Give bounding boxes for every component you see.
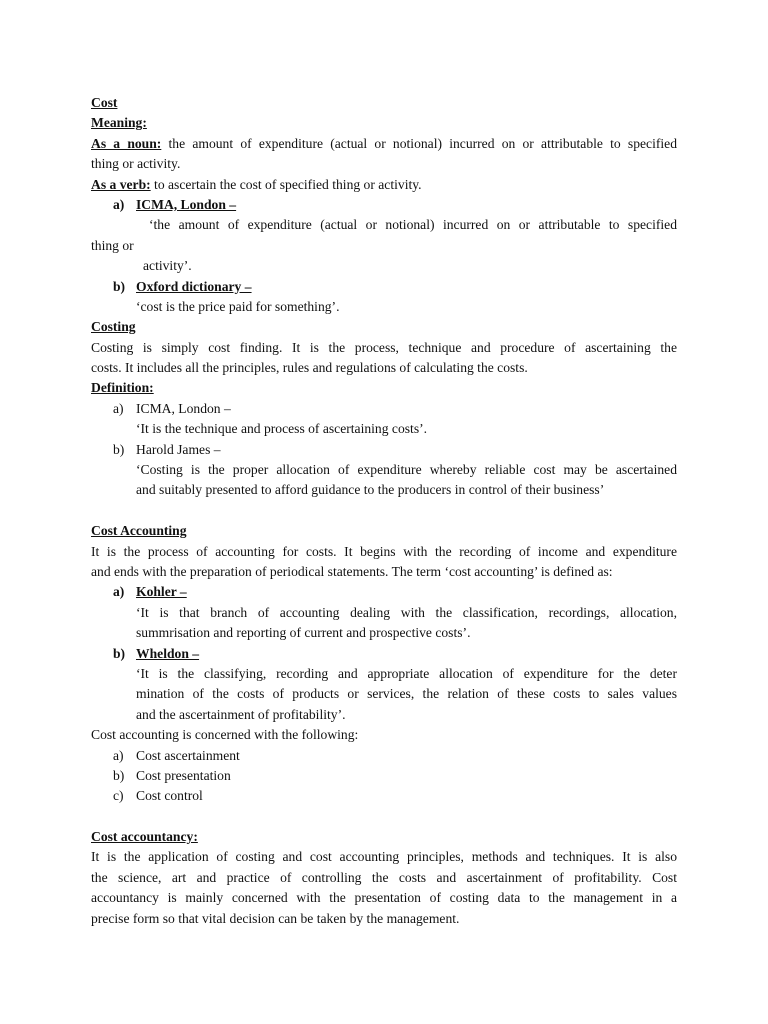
cost-b-quote: ‘cost is the price paid for something’. xyxy=(136,298,340,314)
cost-accountancy-paragraph-line: accountancy is mainly concerned with the presentation of costing data to the management in a xyxy=(91,890,677,906)
wheldon-quote: ‘It is the classifying, recording and appropriate allocation of expenditure for the deter xyxy=(136,665,677,681)
item-marker: a) xyxy=(113,747,124,763)
spacer xyxy=(91,807,677,827)
item-marker: b) xyxy=(113,278,126,294)
item-title: Wheldon – xyxy=(136,645,200,661)
concern-item xyxy=(91,746,677,766)
cost-accounting-paragraph-line: and ends with the preparation of periodical statements. The term ‘cost accounting’ is defined as: xyxy=(91,563,613,579)
item-marker: c) xyxy=(113,788,124,804)
noun-text: the amount of expenditure (actual or notional) incurred on or attributable to specified xyxy=(161,135,677,151)
costing-item-a xyxy=(91,399,677,419)
verb-label: As a verb: xyxy=(91,176,151,192)
concern-item xyxy=(91,766,677,786)
cost-heading: Cost xyxy=(91,95,118,110)
cost-accounting-heading: Cost Accounting xyxy=(91,523,187,539)
item-title: Kohler – xyxy=(136,584,187,600)
cost-accountancy-heading-line xyxy=(91,827,677,847)
item-text: Cost control xyxy=(136,788,203,804)
concern-item xyxy=(91,786,677,806)
cost-heading-line xyxy=(91,93,677,113)
cost-a-quote-end: activity’. xyxy=(143,258,192,274)
cost-a-quote-continued: thing or xyxy=(91,237,134,253)
cost-accounting-paragraph-line: It is the process of accounting for costs. It begins with the recording of income and expenditure xyxy=(91,543,677,559)
concerned-line: Cost accounting is concerned with the following: xyxy=(91,727,359,743)
item-text: Cost presentation xyxy=(136,767,231,783)
costing-paragraph-line: Costing is simply cost finding. It is the process, technique and procedure of ascertaining the xyxy=(91,339,677,355)
cost-accountancy-heading: Cost accountancy: xyxy=(91,829,198,845)
meaning-label: Meaning: xyxy=(91,115,147,131)
costing-b-quote-continued: and suitably presented to afford guidance to the producers in control of their business’ xyxy=(136,482,605,498)
item-title: Oxford dictionary – xyxy=(136,278,252,294)
cost-item-a xyxy=(91,195,677,215)
cost-accounting-item-a xyxy=(91,582,677,602)
definition-label: Definition: xyxy=(91,380,154,396)
costing-b-quote: ‘Costing is the proper allocation of expenditure whereby reliable cost may be ascertained xyxy=(136,462,677,478)
item-title: ICMA, London – xyxy=(136,196,237,212)
cost-item-b xyxy=(91,277,677,297)
cost-a-quote: ‘the amount of expenditure (actual or notional) incurred on or attributable to specified xyxy=(149,217,677,233)
spacer xyxy=(91,501,677,521)
item-text: Cost ascertainment xyxy=(136,747,240,763)
kohler-quote-continued: summrisation and reporting of current and prospective costs’. xyxy=(136,625,471,641)
cost-accountancy-paragraph-line: precise form so that vital decision can be taken by the management. xyxy=(91,910,460,926)
item-title: Harold James – xyxy=(136,441,221,457)
noun-line xyxy=(91,134,677,154)
cost-accountancy-paragraph-line: It is the application of costing and cost accounting principles, methods and techniques. It is also xyxy=(91,849,677,865)
costing-heading-line xyxy=(91,317,677,337)
definition-line xyxy=(91,378,677,398)
cost-accounting-heading-line xyxy=(91,521,677,541)
noun-label: As a noun: xyxy=(91,135,162,151)
cost-accountancy-paragraph-line: the science, art and practice of controlling the costs and ascertainment of profitability. Cost xyxy=(91,869,677,885)
costing-paragraph-line: costs. It includes all the principles, rules and regulations of calculating the costs. xyxy=(91,360,528,376)
item-marker: a) xyxy=(113,196,125,212)
item-title: ICMA, London – xyxy=(136,400,231,416)
item-marker: a) xyxy=(113,400,124,416)
item-marker: b) xyxy=(113,441,125,457)
meaning-line xyxy=(91,113,677,133)
costing-a-quote: ‘It is the technique and process of ascertaining costs’. xyxy=(136,421,428,437)
noun-text-continued: thing or activity. xyxy=(91,156,181,172)
verb-text: to ascertain the cost of specified thing or activity. xyxy=(150,176,422,192)
document-page xyxy=(91,93,677,929)
wheldon-quote-end: and the ascertainment of profitability’. xyxy=(136,706,346,722)
costing-item-b xyxy=(91,440,677,460)
kohler-quote: ‘It is that branch of accounting dealing with the classification, recordings, allocation, xyxy=(136,604,677,620)
wheldon-quote-continued: mination of the costs of products or services, the relation of these costs to sales values xyxy=(136,686,677,702)
item-marker: a) xyxy=(113,584,125,600)
cost-accounting-item-b xyxy=(91,644,677,664)
item-marker: b) xyxy=(113,645,126,661)
verb-line xyxy=(91,175,677,195)
costing-heading: Costing xyxy=(91,319,136,335)
item-marker: b) xyxy=(113,767,125,783)
